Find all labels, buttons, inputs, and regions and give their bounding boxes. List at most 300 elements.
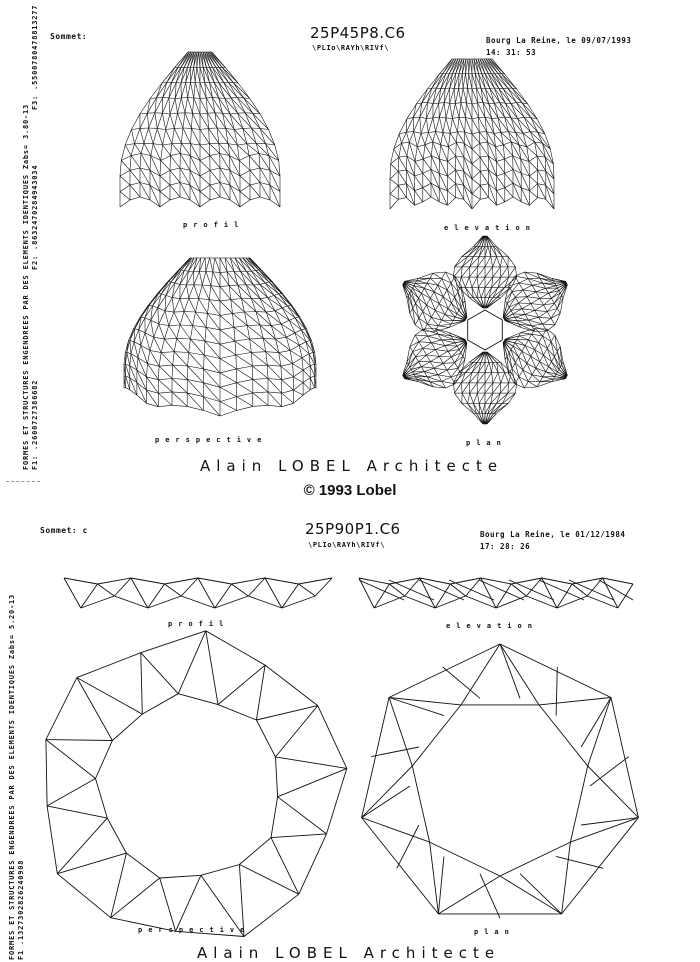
- petal-wire-edge: [461, 267, 469, 277]
- petal-wire-edge: [431, 317, 438, 326]
- petal-wire-edge: [500, 267, 501, 277]
- caption-profil: profil: [183, 221, 245, 229]
- profil-zigzag-figure: [60, 566, 340, 616]
- petal-wire-edge: [524, 387, 537, 388]
- profil-wire-edge: [238, 113, 243, 128]
- perspective-ring-edge: [276, 706, 318, 757]
- profil-wire-edge: [222, 67, 238, 83]
- elevation-wire-edge: [443, 133, 449, 147]
- perspective-wire-edge: [184, 298, 189, 311]
- elevation-wire-edge: [472, 157, 480, 164]
- plan-heptagon-edge: [562, 842, 571, 914]
- perspective-wire-edge: [208, 300, 210, 314]
- petal-wire-edge: [535, 310, 548, 311]
- perspective-wire-edge: [303, 370, 310, 378]
- profil-wire-edge: [220, 168, 230, 185]
- profil-wire-edge: [166, 114, 170, 130]
- elevation-wire-edge: [456, 142, 457, 156]
- perspective-wire-edge: [169, 325, 180, 326]
- perspective-ring-edge: [176, 875, 201, 931]
- elevation-wire-edge: [448, 161, 456, 170]
- elevation-wire-edge: [498, 117, 505, 118]
- petal-wire-edge: [477, 287, 478, 297]
- file-path: \PLIo\RAYh\RIVf\: [308, 541, 386, 549]
- elevation-wire-edge: [472, 194, 480, 199]
- profil-wire-edge: [185, 98, 188, 113]
- profil-zigzag-edge: [215, 596, 249, 608]
- side-title: FORMES ET STRUCTURES ENGENDREES PAR DES ELEMENTS IDENTIQUES Zabs= 3.80-13: [22, 103, 30, 470]
- petal-wire-edge: [515, 297, 527, 298]
- perspective-wire-edge: [199, 299, 208, 314]
- elevation-wire-edge: [513, 183, 521, 202]
- profil-wire-edge: [153, 128, 157, 143]
- profil-wire-edge: [170, 99, 175, 115]
- profil-wire-edge: [228, 144, 237, 145]
- perspective-wire-edge: [174, 299, 180, 313]
- petal-wire-edge: [527, 297, 540, 299]
- elevation-wire-edge: [455, 103, 461, 104]
- petal-wire-edge: [505, 356, 507, 359]
- perspective-wire-edge: [126, 376, 130, 390]
- elevation-wire-edge: [496, 159, 504, 161]
- perspective-wire-edge: [173, 365, 188, 379]
- elevation-wire-edge: [511, 118, 523, 133]
- plan-heptagon-edge: [362, 766, 413, 818]
- profil-wire-edge: [191, 144, 200, 145]
- perspective-wire-edge: [263, 338, 275, 339]
- elevation-wire-edge: [447, 191, 455, 198]
- perspective-wire-edge: [158, 392, 172, 393]
- petal-wire-edge: [445, 343, 455, 346]
- perspective-wire-edge: [268, 405, 282, 406]
- profil-wire-edge: [231, 98, 238, 113]
- profil-wire-edge: [231, 98, 245, 113]
- petal-wire-edge: [513, 314, 515, 317]
- profil-wire-edge: [209, 128, 210, 143]
- profil-wire-edge: [140, 113, 147, 128]
- perspective-ring-edge: [141, 653, 143, 714]
- elevation-wire-edge: [444, 103, 446, 118]
- profil-wire-edge: [210, 183, 220, 186]
- perspective-wire-edge: [253, 392, 268, 393]
- elevation-wire-edge: [421, 133, 425, 145]
- elevation-wire-edge: [538, 184, 546, 186]
- elevation-wire-edge: [480, 142, 488, 143]
- elevation-wire-edge: [480, 185, 488, 197]
- petal-wire-edge: [515, 317, 529, 320]
- profil-wire-edge: [230, 113, 238, 114]
- profil-wire-edge: [170, 183, 180, 186]
- perspective-wire-edge: [290, 345, 299, 350]
- elevation-wire-edge: [511, 118, 516, 133]
- perspective-ring-edge: [278, 768, 347, 796]
- perspective-wire-edge: [267, 365, 281, 366]
- petal-wire-edge: [536, 292, 540, 299]
- profil-wire-edge: [200, 192, 210, 200]
- petal-wire-edge: [508, 257, 515, 267]
- petal-wire-edge: [558, 369, 559, 372]
- profil-wire-edge: [181, 67, 184, 83]
- petal-wire-edge: [500, 383, 508, 393]
- place-date: Bourg La Reine, le 09/07/1993: [486, 36, 632, 45]
- profil-wire-edge: [132, 128, 141, 129]
- profil-wire-edge: [200, 130, 209, 144]
- petal-wire-edge: [442, 377, 451, 381]
- profil-wire-edge: [200, 170, 210, 176]
- petal-wire-edge: [413, 372, 414, 374]
- petal-wire-edge: [492, 373, 493, 383]
- profil-wire-edge: [157, 128, 166, 129]
- perspective-ring-edge: [278, 797, 327, 834]
- elevation-wire-edge: [423, 183, 431, 188]
- petal-wire-edge: [546, 372, 555, 377]
- profil-wire-edge: [131, 154, 141, 156]
- perspective-wire-edge: [171, 282, 175, 283]
- elevation-wire-edge: [472, 132, 479, 134]
- profil-wire-edge: [225, 99, 238, 114]
- perspective-wire-edge: [154, 324, 159, 337]
- perspective-wire-edge: [220, 355, 236, 359]
- profil-wire-edge: [266, 144, 275, 145]
- perspective-wire-edge: [177, 338, 191, 339]
- profil-wire-edge: [269, 130, 275, 146]
- petal-wire-edge: [442, 279, 447, 290]
- perspective-wire-edge: [260, 284, 268, 297]
- petal-wire-edge: [527, 297, 531, 304]
- petal-wire-edge: [451, 357, 454, 363]
- elevation-wire-edge: [530, 132, 542, 144]
- perspective-wire-edge: [194, 285, 199, 299]
- profil-wire-edge: [191, 67, 194, 82]
- perspective-wire-edge: [161, 353, 173, 366]
- elevation-wire-edge: [524, 117, 537, 132]
- petal-wire-edge: [446, 272, 452, 283]
- profil-wire-edge: [153, 144, 161, 161]
- perspective-wire-edge: [220, 330, 235, 341]
- profil-wire-edge: [249, 156, 260, 168]
- elevation-wire-edge: [511, 104, 524, 118]
- profil-wire-edge: [161, 145, 163, 161]
- petal-wire-edge: [459, 307, 461, 310]
- petal-wire-edge: [463, 300, 465, 303]
- profil-wire-edge: [167, 68, 175, 83]
- elevation-wire-edge: [415, 147, 417, 162]
- elevation-wire-edge: [492, 59, 505, 74]
- elevation-wire-edge: [480, 171, 488, 184]
- perspective-wire-edge: [283, 294, 292, 306]
- plan-heptagon-edge: [581, 698, 611, 748]
- perspective-ring-edge: [46, 631, 347, 937]
- perspective-wire-edge: [165, 298, 172, 311]
- perspective-wire-edge: [211, 286, 220, 301]
- profil-zigzag-edge: [232, 584, 249, 596]
- elevation-wire-edge: [529, 156, 537, 161]
- perspective-wire-edge: [181, 270, 184, 271]
- perspective-wire-edge: [293, 358, 303, 364]
- petal-wire-edge: [491, 246, 497, 256]
- profil-wire-edge: [144, 143, 151, 155]
- perspective-wire-edge: [204, 355, 205, 369]
- petal-wire-edge: [515, 297, 518, 303]
- perspective-wire-edge: [254, 285, 261, 299]
- profil-wire-edge: [206, 67, 209, 82]
- copyright-notice: © 1993 Lobel: [303, 482, 397, 499]
- petal-wire-edge: [515, 343, 522, 352]
- elevation-wire-edge: [490, 88, 500, 102]
- elevation-wire-edge: [390, 171, 398, 179]
- petal-wire-edge: [424, 368, 434, 372]
- elevation-wire-edge: [494, 133, 501, 134]
- petal-wire-edge: [511, 346, 513, 349]
- elevation-wire-edge: [390, 179, 398, 185]
- plan-heptagon-edge: [362, 786, 410, 818]
- profil-wire-edge: [194, 67, 196, 82]
- perspective-wire-edge: [174, 352, 187, 366]
- perspective-wire-edge: [189, 298, 196, 312]
- petal-wire-edge: [523, 285, 532, 290]
- profil-wire-edge: [250, 168, 260, 170]
- elevation-wire-edge: [456, 184, 464, 200]
- petal-wire-edge: [485, 257, 491, 267]
- profil-wire-edge: [188, 98, 193, 114]
- elevation-wire-edge: [447, 170, 455, 176]
- petal-wire-edge: [502, 257, 508, 267]
- petal-wire-edge: [509, 350, 511, 353]
- petal-wire-edge: [528, 334, 531, 340]
- perspective-ring-edge: [111, 878, 160, 918]
- perspective-wire-edge: [281, 320, 289, 324]
- petal-wire-edge: [443, 290, 447, 297]
- perspective-wire-edge: [166, 295, 172, 297]
- elevation-wire-edge: [415, 176, 423, 188]
- elevation-wire-edge: [406, 156, 407, 170]
- perspective-wire-edge: [199, 299, 210, 300]
- petal-wire-edge: [519, 297, 527, 303]
- profil-zigzag-edge: [282, 596, 316, 608]
- perspective-wire-edge: [205, 258, 206, 272]
- elevation-wire-edge: [450, 103, 453, 118]
- petal-wire-edge: [419, 342, 423, 349]
- petal-wire-edge: [411, 288, 412, 291]
- elevation-wire-edge: [461, 103, 466, 118]
- elevation-wire-edge: [479, 132, 480, 143]
- petal-wire-edge: [468, 393, 470, 403]
- profil-zigzag-edge: [98, 584, 115, 596]
- petal-wire-edge: [427, 375, 438, 377]
- perspective-wire-edge: [302, 354, 309, 358]
- elevation-wire-edge: [516, 133, 523, 134]
- elevation-zigzag-figure: [355, 566, 640, 616]
- perspective-ring-edge: [276, 757, 347, 769]
- profil-wire-edge: [200, 185, 210, 191]
- petal-wire-edge: [410, 347, 413, 352]
- petal-wire-edge: [547, 342, 551, 349]
- perspective-wire-edge: [158, 393, 172, 405]
- elevation-wire-edge: [472, 119, 479, 132]
- perspective-wire-edge: [256, 312, 266, 313]
- elevation-wire-edge: [439, 103, 440, 117]
- elevation-wire-edge: [455, 104, 459, 118]
- elevation-wire-edge: [512, 88, 522, 103]
- drawing-sheet-1: [0, 0, 700, 480]
- elevation-wire-edge: [456, 142, 464, 143]
- petal-wire-edge: [535, 343, 539, 350]
- profil-wire-edge: [140, 113, 148, 114]
- profil-zigzag-edge: [81, 584, 98, 608]
- perspective-wire-edge: [180, 284, 187, 285]
- petal-wire-edge: [479, 393, 485, 403]
- perspective-wire-edge: [220, 410, 237, 416]
- profil-wire-edge: [157, 113, 162, 128]
- profil-wire-edge: [226, 128, 235, 129]
- perspective-wire-edge: [187, 285, 189, 298]
- profil-wire-edge: [200, 144, 209, 145]
- perspective-wire-edge: [294, 377, 304, 383]
- petal-wire-edge: [413, 367, 422, 372]
- perspective-wire-edge: [172, 405, 187, 406]
- profil-zigzag-edge: [265, 578, 282, 608]
- profil-wire-edge: [141, 143, 144, 153]
- petal-wire-edge: [435, 346, 445, 350]
- perspective-ring-figure: [35, 638, 345, 938]
- profil-wire-edge: [191, 82, 194, 98]
- perspective-wire-edge: [196, 299, 199, 313]
- petal-wire-edge: [493, 373, 498, 383]
- elevation-wire-edge: [495, 74, 503, 89]
- profil-wire-edge: [183, 113, 185, 128]
- elevation-wire-edge: [455, 89, 458, 104]
- place-date: Bourg La Reine, le 01/12/1984: [480, 530, 626, 539]
- elevation-wire-edge: [446, 118, 450, 133]
- perspective-wire-edge: [246, 285, 260, 299]
- elevation-wire-edge: [449, 142, 457, 147]
- petal-wire-edge: [498, 373, 501, 383]
- perspective-ring-edge: [47, 806, 107, 818]
- perspective-wire-edge: [253, 379, 268, 380]
- elevation-wire-edge: [480, 170, 488, 171]
- elevation-wire-edge: [529, 198, 537, 206]
- perspective-wire-edge: [250, 338, 264, 339]
- profil-wire-edge: [260, 128, 266, 143]
- profil-wire-edge: [160, 170, 170, 176]
- elevation-wire-edge: [399, 157, 407, 170]
- perspective-wire-edge: [289, 320, 301, 330]
- elevation-zigzag-edge: [359, 578, 633, 584]
- perspective-wire-edge: [161, 352, 174, 353]
- elevation-wire-edge: [505, 169, 513, 173]
- plan-heptagon-edge: [438, 876, 500, 914]
- profil-wire-edge: [240, 185, 250, 191]
- profil-wire-edge: [194, 98, 200, 114]
- petal-wire-edge: [438, 326, 449, 328]
- perspective-wire-edge: [260, 325, 271, 326]
- profil-wire-edge: [237, 98, 245, 113]
- perspective-wire-edge: [177, 325, 180, 338]
- elevation-wire-edge: [546, 199, 554, 209]
- petal-wire-edge: [525, 340, 528, 346]
- perspective-ring-edge: [178, 631, 206, 694]
- petal-wire-edge: [509, 307, 511, 310]
- petal-wire-edge: [544, 305, 548, 312]
- petal-wire-edge: [540, 298, 544, 305]
- perspective-wire-edge: [302, 358, 303, 370]
- perspective-wire-edge: [246, 258, 256, 271]
- petal-wire-edge: [493, 267, 500, 277]
- elevation-zigzag-edge: [496, 596, 526, 608]
- profil-wire-edge: [162, 98, 169, 113]
- petal-wire-edge: [554, 303, 557, 308]
- elevation-zigzag-edge: [509, 580, 554, 600]
- profil-wire-edge: [130, 185, 140, 197]
- architect-signature: [197, 944, 500, 962]
- elevation-zigzag-edge: [359, 578, 374, 608]
- petal-wire-edge: [443, 357, 451, 363]
- profil-wire-edge: [180, 168, 190, 185]
- elevation-wire-edge: [497, 173, 505, 176]
- petal-wire-edge: [519, 377, 525, 388]
- elevation-wire-edge: [537, 156, 546, 171]
- profil-wire-edge: [121, 161, 130, 171]
- elevation-zigzag-edge: [435, 584, 450, 608]
- elevation-wire-edge: [490, 59, 501, 74]
- petal-wire-edge: [469, 298, 483, 308]
- elevation-wire-edge: [465, 132, 472, 134]
- elevation-wire-edge: [529, 184, 537, 191]
- caption-elevation: elevation: [444, 224, 536, 232]
- profil-wire-edge: [238, 113, 252, 128]
- elevation-wire-edge: [441, 145, 448, 162]
- profil-wire-edge: [226, 128, 228, 143]
- perspective-wire-edge: [237, 393, 253, 397]
- profil-wire-edge: [172, 128, 174, 143]
- elevation-wire-edge: [433, 118, 436, 132]
- profil-wire-edge: [210, 156, 220, 168]
- perspective-wire-edge: [141, 305, 149, 317]
- petal-wire-edge: [469, 277, 472, 287]
- perspective-wire-edge: [236, 369, 252, 380]
- elevation-wire-edge: [423, 169, 431, 173]
- elevation-wire-edge: [500, 103, 505, 118]
- petal-wire-edge: [430, 292, 434, 299]
- perspective-wire-edge: [213, 272, 220, 287]
- elevation-wire-edge: [518, 117, 525, 118]
- profil-wire-edge: [171, 144, 172, 156]
- profil-wire-edge: [250, 197, 260, 200]
- elevation-wire-edge: [472, 199, 480, 209]
- perspective-wire-edge: [180, 271, 184, 285]
- profil-wire-edge: [172, 143, 181, 144]
- petal-wire-edge: [414, 283, 415, 285]
- petal-wire-edge: [421, 288, 424, 293]
- elevation-wire-edge: [417, 147, 423, 159]
- elevation-wire-edge: [390, 185, 398, 194]
- petal-wire-edge: [427, 298, 431, 305]
- profil-wire-edge: [166, 128, 175, 129]
- perspective-wire-edge: [165, 311, 169, 326]
- perspective-wire-edge: [196, 312, 207, 327]
- petal-wire-edge: [455, 314, 457, 317]
- profil-wire-edge: [209, 143, 218, 144]
- perspective-wire-edge: [187, 406, 203, 410]
- elevation-wire-edge: [538, 198, 546, 200]
- petal-wire-edge: [438, 279, 442, 286]
- elevation-wire-edge: [415, 188, 423, 191]
- perspective-wire-edge: [275, 308, 282, 311]
- profil-wire-edge: [250, 183, 260, 186]
- perspective-wire-edge: [209, 300, 220, 316]
- elevation-wire-edge: [399, 156, 407, 157]
- elevation-wire-edge: [538, 184, 546, 200]
